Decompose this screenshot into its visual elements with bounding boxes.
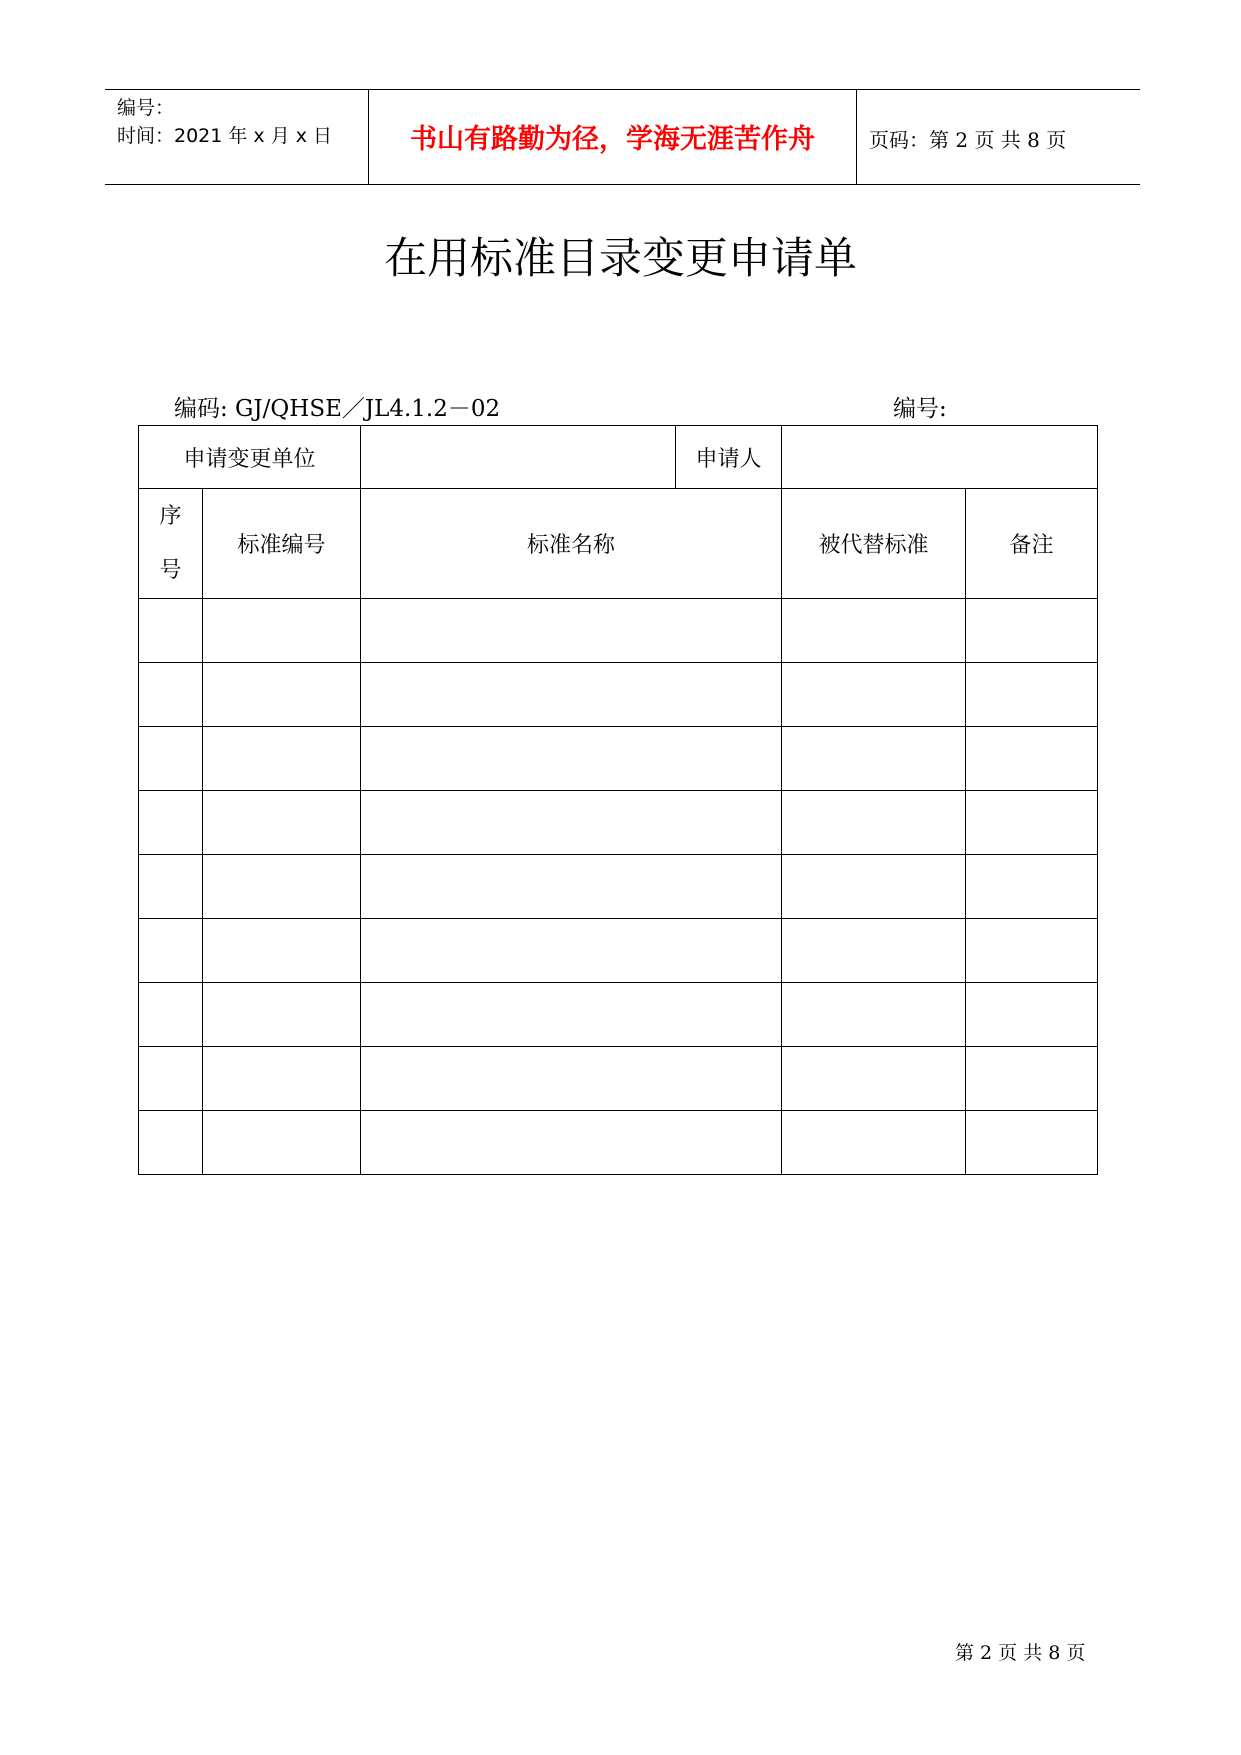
replaced-cell[interactable] xyxy=(782,919,966,983)
seq-cell[interactable] xyxy=(139,599,203,663)
seq-cell[interactable] xyxy=(139,855,203,919)
apply-unit-label: 申请变更单位 xyxy=(139,426,361,489)
col-seq-label: 序号 xyxy=(159,503,182,583)
form-number-label: 编号: xyxy=(893,396,947,422)
std-name-cell[interactable] xyxy=(361,983,782,1047)
seq-cell[interactable] xyxy=(139,663,203,727)
replaced-cell[interactable] xyxy=(782,727,966,791)
std-name-cell[interactable] xyxy=(361,663,782,727)
table-row xyxy=(139,727,1098,791)
replaced-cell[interactable] xyxy=(782,855,966,919)
table-row xyxy=(139,1047,1098,1111)
replaced-cell[interactable] xyxy=(782,599,966,663)
remark-cell[interactable] xyxy=(966,855,1098,919)
remark-cell[interactable] xyxy=(966,983,1098,1047)
col-remark-header: 备注 xyxy=(966,489,1098,599)
seq-cell[interactable] xyxy=(139,791,203,855)
replaced-cell[interactable] xyxy=(782,663,966,727)
seq-cell[interactable] xyxy=(139,1111,203,1175)
remark-cell[interactable] xyxy=(966,791,1098,855)
header-time: 时间：2021 年 x 月 x 日 xyxy=(117,125,333,147)
std-no-cell[interactable] xyxy=(203,919,361,983)
table-row xyxy=(139,855,1098,919)
std-name-cell[interactable] xyxy=(361,791,782,855)
std-no-cell[interactable] xyxy=(203,599,361,663)
remark-cell[interactable] xyxy=(966,663,1098,727)
remark-cell[interactable] xyxy=(966,599,1098,663)
page-footer: 第 2 页 共 8 页 xyxy=(955,1642,1086,1664)
apply-unit-field[interactable] xyxy=(361,426,676,489)
header-right-cell xyxy=(857,90,1140,184)
table-header-row xyxy=(139,489,1098,599)
header-page-info: 页码：第 2 页 共 8 页 xyxy=(869,128,1067,152)
std-name-cell[interactable] xyxy=(361,919,782,983)
std-name-cell[interactable] xyxy=(361,599,782,663)
table-row xyxy=(139,983,1098,1047)
page-title: 在用标准目录变更申请单 xyxy=(384,234,857,284)
col-std-name-header: 标准名称 xyxy=(361,489,782,599)
std-no-cell[interactable] xyxy=(203,983,361,1047)
std-name-cell[interactable] xyxy=(361,1111,782,1175)
std-name-cell[interactable] xyxy=(361,727,782,791)
std-no-cell[interactable] xyxy=(203,727,361,791)
header-left-cell xyxy=(105,90,369,184)
form-code: 编码: GJ/QHSE／JL4.1.2－02 xyxy=(174,396,501,422)
col-std-no-header: 标准编号 xyxy=(203,489,361,599)
table-row xyxy=(139,1111,1098,1175)
remark-cell[interactable] xyxy=(966,727,1098,791)
seq-cell[interactable] xyxy=(139,983,203,1047)
change-request-table xyxy=(138,425,1098,1175)
table-row xyxy=(139,663,1098,727)
col-seq-header xyxy=(139,489,203,599)
seq-cell[interactable] xyxy=(139,727,203,791)
table-row xyxy=(139,599,1098,663)
header-motto: 书山有路勤为径，学海无涯苦作舟 xyxy=(410,124,815,155)
std-no-cell[interactable] xyxy=(203,1047,361,1111)
table-row xyxy=(139,791,1098,855)
apply-row xyxy=(139,426,1098,489)
replaced-cell[interactable] xyxy=(782,1111,966,1175)
header-number-label: 编号： xyxy=(117,97,175,119)
std-no-cell[interactable] xyxy=(203,791,361,855)
std-no-cell[interactable] xyxy=(203,1111,361,1175)
col-replaced-header: 被代替标准 xyxy=(782,489,966,599)
replaced-cell[interactable] xyxy=(782,983,966,1047)
std-name-cell[interactable] xyxy=(361,855,782,919)
remark-cell[interactable] xyxy=(966,919,1098,983)
std-name-cell[interactable] xyxy=(361,1047,782,1111)
std-no-cell[interactable] xyxy=(203,855,361,919)
page-header xyxy=(105,89,1140,185)
applicant-label: 申请人 xyxy=(676,426,782,489)
remark-cell[interactable] xyxy=(966,1047,1098,1111)
table-row xyxy=(139,919,1098,983)
remark-cell[interactable] xyxy=(966,1111,1098,1175)
header-center-cell xyxy=(369,90,857,184)
applicant-field[interactable] xyxy=(782,426,1098,489)
replaced-cell[interactable] xyxy=(782,1047,966,1111)
replaced-cell[interactable] xyxy=(782,791,966,855)
std-no-cell[interactable] xyxy=(203,663,361,727)
seq-cell[interactable] xyxy=(139,1047,203,1111)
seq-cell[interactable] xyxy=(139,919,203,983)
